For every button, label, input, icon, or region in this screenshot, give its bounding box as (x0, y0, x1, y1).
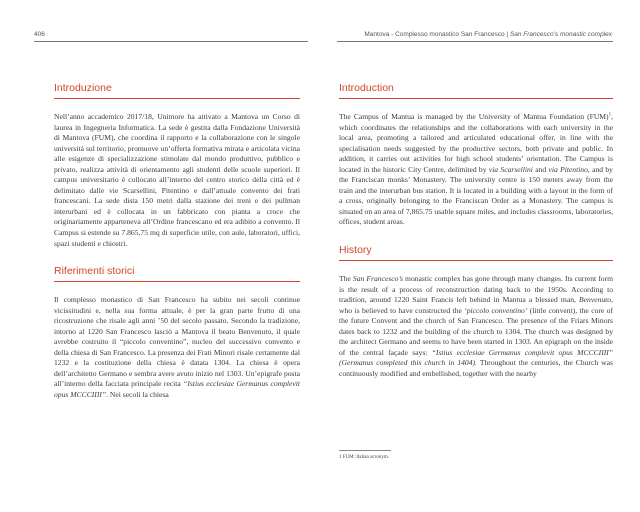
history-title-en: History (339, 244, 613, 261)
running-head (364, 31, 612, 38)
intro-text-en-part3: , and by the Franciscan monks’ Monastery. The university centre is 150 meters away from the train and the interurban bus station. It is located in a building with a layout in the form of a cross, originally belonging to the Franciscan Order as a Monastery. The campus is situated on an area of 7,865.75 usable square miles, and includes classrooms, laboratories, offices, student areas. (339, 164, 613, 227)
footnote-ref[interactable]: 1 (608, 112, 612, 118)
history-conventino: ‘piccolo conventino’ (464, 305, 528, 315)
history-text-it (54, 295, 300, 400)
header-rule-right (337, 41, 613, 42)
history-text-en-part4: (little convent), the core of the future Convent and the church of San Francesco. The presence of the Friars Minors dates back to 1232 and the building of the church to 1304. The church was designed by the architect Germano and seems to have been started in 1303. An epigraph on the inside of the central façade says: (339, 305, 613, 357)
history-section-it (54, 265, 300, 400)
english-column (339, 82, 613, 379)
history-text-it-part1: Il complesso monastico di San Francesco ha subito nei secoli continue vicissitudini e, nella sua forma attuale, è per la gran parte frutto di una ricostruzione che risale agli anni ’50 del secolo passato. Secondo la tradizione, intorno al 1220 San Francesco lasciò a Mantova il beato Benvenuto, il quale avrebbe costruito il “piccolo conventino”, nucleo del successivo convento e della chiesa di San Francesco. La presenza dei Frati Minori risale certamente dal 1232 e la costituzione della chiesa è datata 1304. La chiesa è opera dell’architetto Germano e sembra avere avuto inizio nel 1303. Un’epigrafe posta all’interno della facciata principale recita (54, 295, 300, 389)
history-section-en (339, 244, 613, 379)
history-text-en (339, 274, 613, 379)
header-rule-left (34, 41, 308, 42)
history-text-it-part2: . Nei secoli la chiesa (106, 390, 169, 400)
intro-title-it: Introduzione (54, 82, 300, 99)
history-benvenuto: Benvenuto (579, 295, 612, 305)
history-title-it: Riferimenti storici (54, 265, 300, 282)
intro-text-en-part1: The Campus of Mantua is managed by the University of Mantua Foundation (FUM) (339, 112, 609, 121)
intro-text-en-part2: , which coordinates the relationships and the collaborations with each university in the local area, promoting a tailored and articulated educational offer, in line with the specialisation needs suggested by the productive sectors, both private and public. In addition, it carries out activities for high school students’ orientation. The Campus is located in the historic City Centre, delimited by (339, 112, 613, 174)
history-text-en-part3: , who is believed to have constructed the (339, 295, 613, 315)
intro-title-en: Introduction (339, 82, 613, 99)
history-quote-en: “Istius ecclesiae Germanus complevit opus MCCCIIII” (Germanus completed this church in 1404). (339, 347, 614, 368)
italian-column (54, 82, 300, 401)
street-name-1: via Scarsellini (488, 164, 533, 174)
street-name-2: via Pitentino (548, 164, 588, 174)
footnote: 1 FUM: Italian acronym. (339, 455, 389, 460)
intro-text-en (339, 112, 613, 228)
history-text-en-part5: Throughout the centuries, the Church was continuously modified and embellished, together with the nearby (339, 358, 613, 378)
history-quote-it: “Istius ecclesiae Germanus complevit opus MCCCIIII” (54, 379, 301, 400)
history-name-en: San Francesco’s (352, 274, 403, 284)
page-number: 406 (34, 31, 45, 38)
running-head-english: San Francesco’s monastic complex (509, 31, 612, 38)
intro-text-it: Nell’anno accademico 2017/18, Unimore ha attivato a Mantova un Corso di laurea in Ingegneria Informatica. La sede è gestita dalla Fondazione Università di Mantova (FUM), che coordina il rapporto e la collaborazione con le singole università sul territorio, promuove un’offerta formativa mirata e articolata vicina alle esigenze di specializzazione stimolate dal mondo produttivo, pubblico e privato, realizza attività di orientamento agli studenti delle scuole superiori. Il campus universitario è collocato all’interno del centro storico della città ed è delimitato dalle vie Scarsellini, Pitentino e dall’attuale convento dei frati francescani. La sede dista 150 metri dalla stazione dei treni e dei pullman interurbani ed è collocata in un fabbricato con pianta a croce che originariamente apparteneva all’Ordine francescano ed era adibito a convento. Il Campus si estende su 7.865,75 mq di superficie utile, con aule, laboratori, uffici, spazi studenti e chiostri. (54, 112, 300, 248)
history-text-en-part2: monastic complex has gone through many changes. Its current form is the result of a process of reconstruction dating back to the 1950s. According to tradition, around 1220 Saint Francis left behind in Mantua a blessed man, (339, 274, 613, 305)
intro-and: and (532, 164, 549, 174)
running-head-italian: Mantova - Complesso monastico San Francesco | (364, 31, 510, 38)
history-text-en-part1: The (339, 274, 353, 284)
footnote-rule (339, 450, 391, 451)
